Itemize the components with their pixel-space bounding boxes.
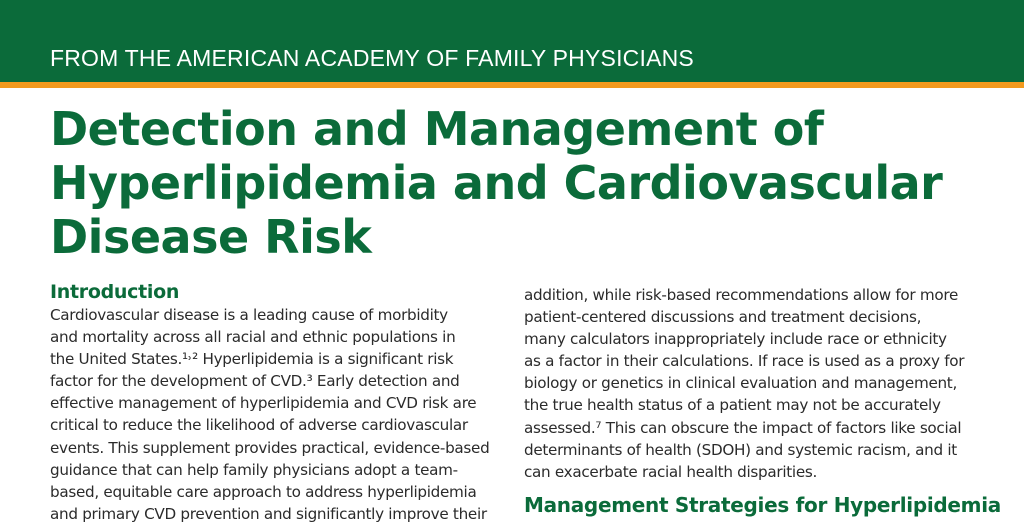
section-heading-introduction: Introduction	[50, 281, 180, 303]
body-line: guidance that can help family physicians adopt a team-	[50, 460, 458, 479]
body-line: effective management of hyperlipidemia and CVD risk are	[50, 394, 477, 413]
body-line: Cardiovascular disease is a leading cause of morbidity	[50, 306, 448, 324]
publisher-kicker: FROM THE AMERICAN ACADEMY OF FAMILY PHYSICIANS	[50, 45, 694, 71]
body-line: can exacerbate racial health disparities.	[524, 462, 818, 481]
body-line: assessed.⁷ This can obscure the impact of factors like social	[524, 418, 962, 437]
orange-divider	[0, 82, 1024, 88]
body-line: patient-centered discussions and treatment decisions,	[524, 308, 922, 327]
title-line: Hyperlipidemia and Cardiovascular	[50, 156, 943, 210]
left-column	[50, 280, 489, 525]
body-line: as a factor in their calculations. If race is used as a proxy for	[524, 352, 965, 371]
title-line: Disease Risk	[50, 210, 372, 264]
body-line: the true health status of a patient may not be accurately	[524, 396, 941, 415]
document-title	[50, 102, 942, 264]
body-line: the United States.¹˒² Hyperlipidemia is a significant risk	[50, 350, 454, 369]
body-line: addition, while risk-based recommendations allow for more	[524, 286, 959, 304]
body-line: determinants of health (SDOH) and systemic racism, and it	[524, 440, 957, 459]
title-line: Detection and Management of	[50, 102, 824, 156]
body-line: and mortality across all racial and ethnic populations in	[50, 328, 456, 347]
body-line: biology or genetics in clinical evaluation and management,	[524, 374, 957, 393]
body-line: critical to reduce the likelihood of adverse cardiovascular	[50, 416, 468, 435]
right-column	[524, 284, 1001, 517]
section-heading-management: Management Strategies for Hyperlipidemia	[524, 492, 1001, 517]
header-banner	[0, 0, 1024, 82]
body-line: and primary CVD prevention and significantly improve their	[50, 504, 487, 523]
body-line: factor for the development of CVD.³ Early detection and	[50, 372, 460, 391]
body-line: events. This supplement provides practical, evidence-based	[50, 438, 490, 457]
body-line: many calculators inappropriately include race or ethnicity	[524, 330, 947, 349]
body-line: based, equitable care approach to address hyperlipidemia	[50, 482, 477, 501]
